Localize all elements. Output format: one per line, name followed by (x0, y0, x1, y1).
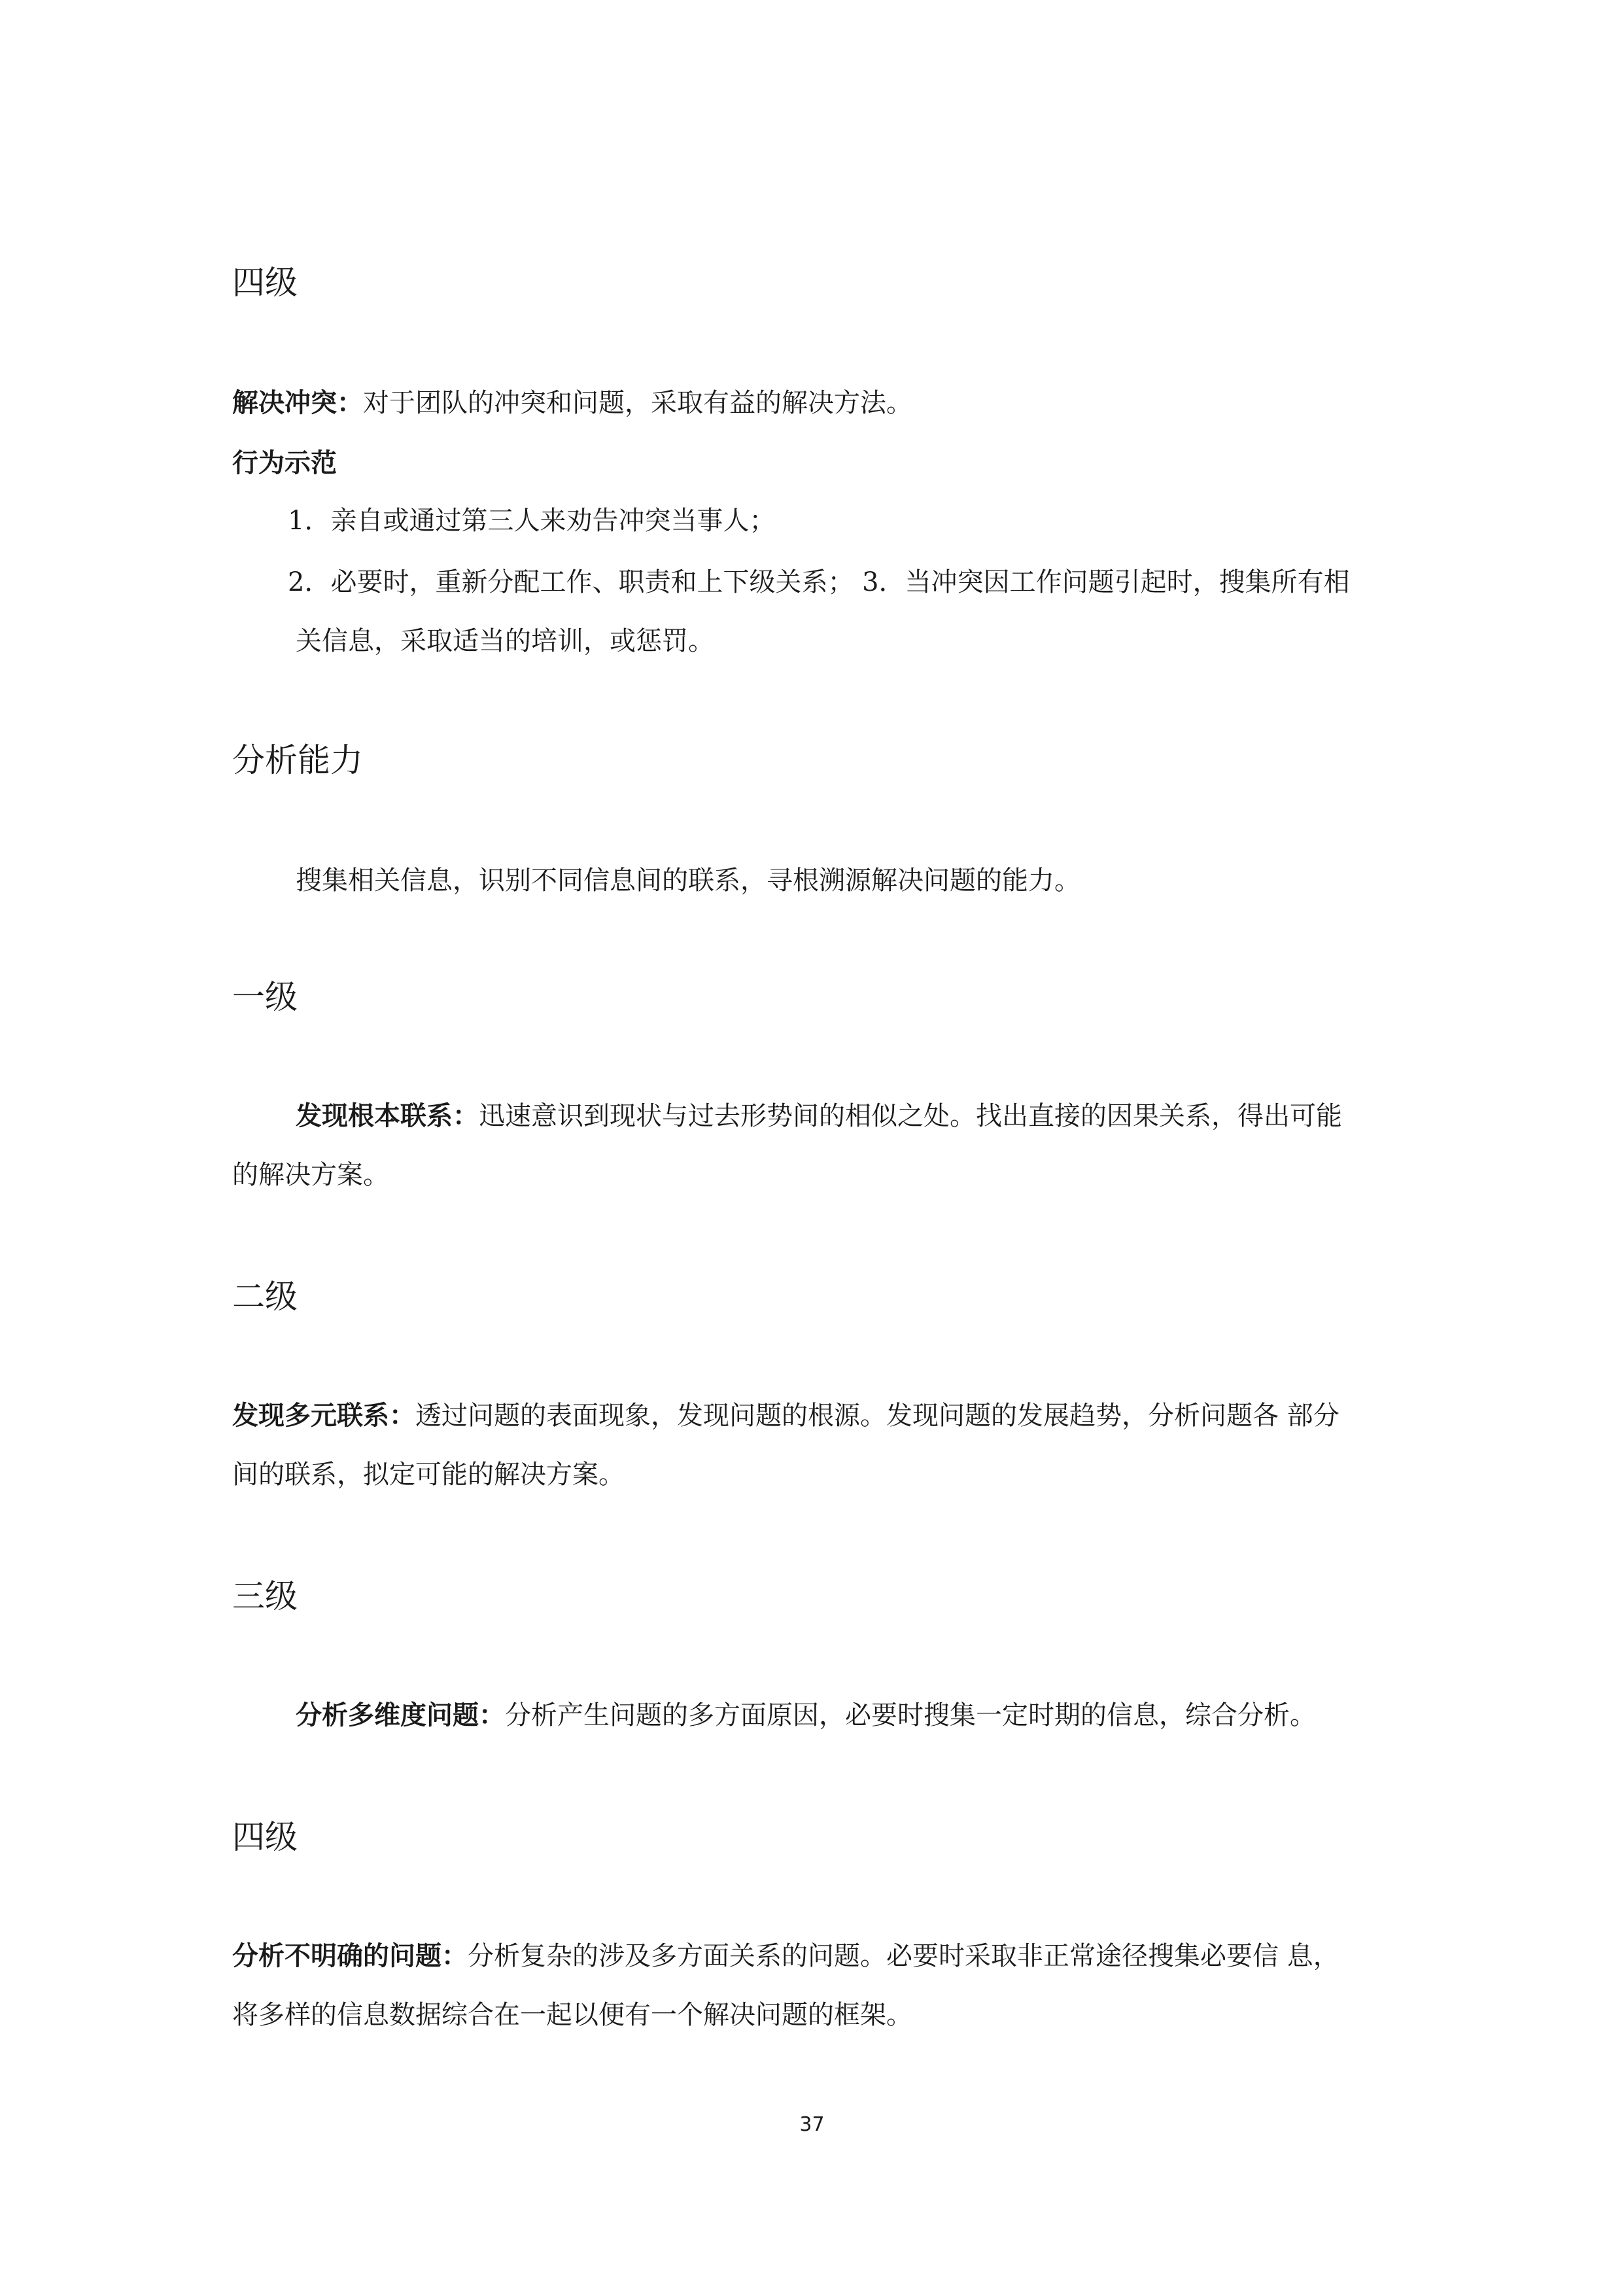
section-heading-analysis: 分析能力 (232, 741, 363, 779)
level1-term: 发现根本联系： (296, 1101, 479, 1131)
conflict-resolution-term: 解决冲突： (232, 388, 363, 418)
behaviour-item-2: 2．必要时，重新分配工作、职责和上下级关系； 3．当冲突因工作问题引起时，搜集所有相 (288, 567, 1350, 597)
behaviour-item-2-continued: 关信息，采取适当的培训，或惩罚。 (296, 626, 714, 656)
level3-text: 分析产生问题的多方面原因，必要时搜集一定时期的信息，综合分析。 (505, 1700, 1316, 1730)
section-heading-level4-analysis: 四级 (232, 1818, 298, 1856)
behaviour-item-1: 1．亲自或通过第三人来劝告冲突当事人； (288, 506, 776, 536)
level4-term: 分析不明确的问题： (232, 1941, 468, 1971)
level4-text: 分析复杂的涉及多方面关系的问题。必要时采取非正常途径搜集必要信 息， (468, 1941, 1339, 1971)
conflict-resolution-paragraph (232, 385, 912, 421)
level4-line1 (232, 1938, 1339, 1974)
level2-term: 发现多元联系： (232, 1401, 415, 1431)
level1-text: 迅速意识到现状与过去形势间的相似之处。找出直接的因果关系，得出可能 (479, 1101, 1342, 1131)
level1-line2: 的解决方案。 (232, 1160, 389, 1190)
section-heading-level4-conflict: 四级 (232, 264, 298, 302)
section-heading-level3: 三级 (232, 1577, 298, 1615)
level2-line2: 间的联系，拟定可能的解决方案。 (232, 1460, 625, 1490)
level1-line1 (296, 1098, 1342, 1134)
conflict-resolution-text: 对于团队的冲突和问题，采取有益的解决方法。 (363, 388, 912, 418)
section-heading-level2: 二级 (232, 1278, 298, 1316)
behaviour-title: 行为示范 (232, 448, 337, 478)
section-heading-level1: 一级 (232, 978, 298, 1016)
page-number: 37 (799, 2113, 825, 2136)
level3-line1 (296, 1697, 1316, 1734)
level2-line1 (232, 1397, 1339, 1434)
level4-line2: 将多样的信息数据综合在一起以便有一个解决问题的框架。 (232, 2000, 912, 2030)
analysis-definition: 搜集相关信息，识别不同信息间的联系，寻根溯源解决问题的能力。 (296, 866, 1080, 896)
level3-term: 分析多维度问题： (296, 1700, 505, 1730)
level2-text: 透过问题的表面现象，发现问题的根源。发现问题的发展趋势，分析问题各 部分 (415, 1401, 1339, 1431)
